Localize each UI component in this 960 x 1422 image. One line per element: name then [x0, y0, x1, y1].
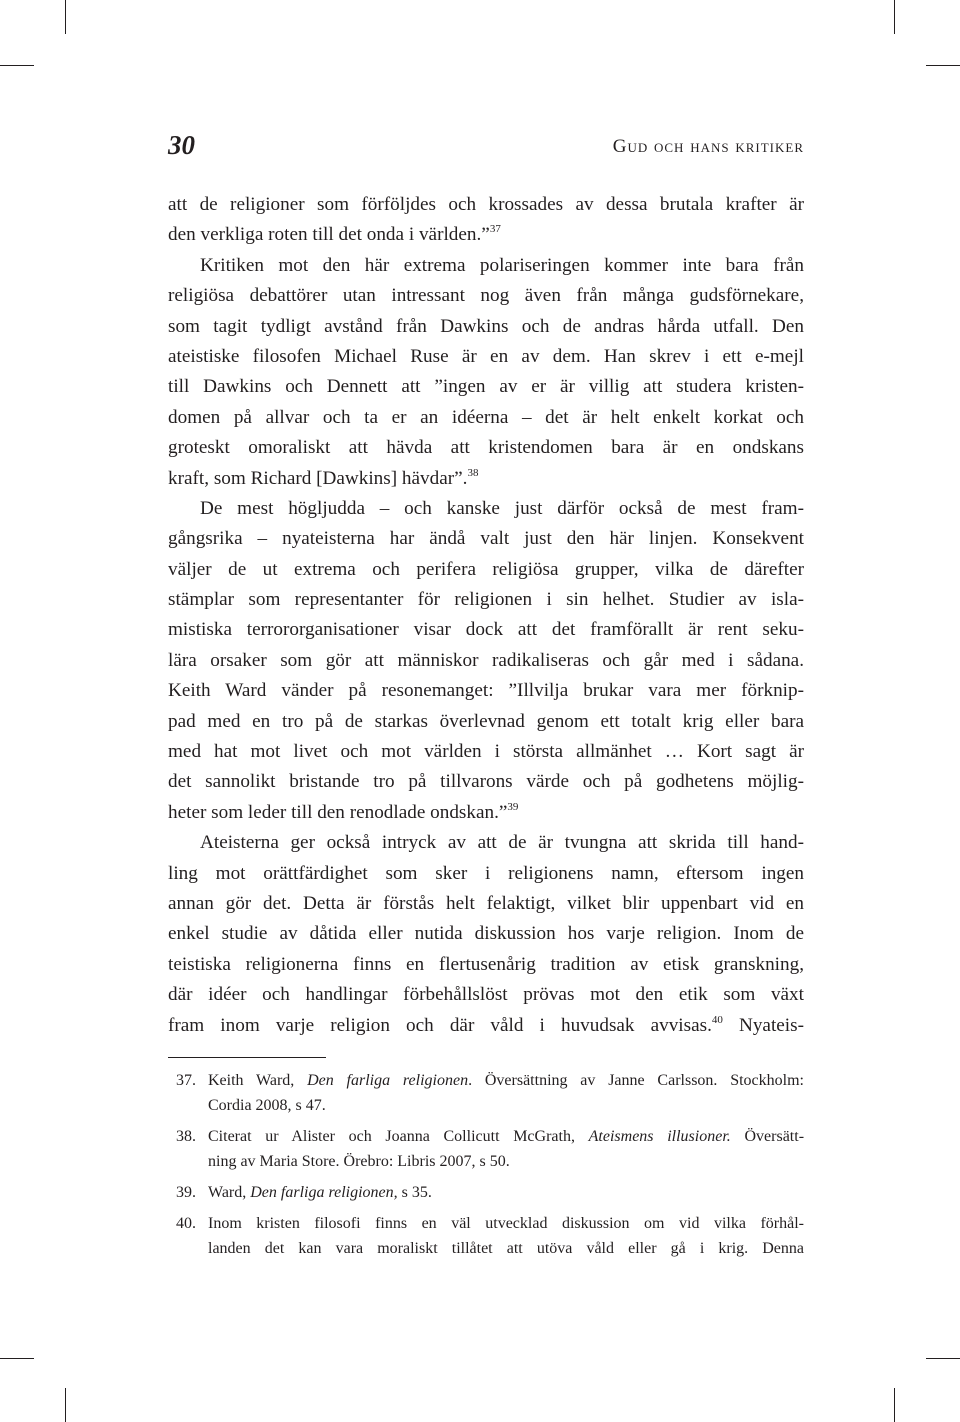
- footnote-line: Inom kristen filosofi finns en väl utvecklad diskussion om vid vilka förhål-: [208, 1215, 804, 1232]
- text-line: religiösa debattörer utan intressant nog även från många gudsförnekare,: [168, 285, 804, 307]
- crop-mark: [926, 65, 960, 66]
- footnote-line: [208, 1124, 804, 1149]
- text-line: Ateisterna ger också intryck av att de är tvungna att skrida till hand-: [200, 832, 804, 854]
- footnotes: [176, 1068, 804, 1267]
- footnote-40: [176, 1211, 804, 1261]
- footnote-text: Översätt-: [730, 1128, 805, 1145]
- text-line: det sannolikt bristande tro på tillvarons värde och på godhetens möjlig-: [168, 771, 804, 793]
- crop-mark: [926, 1358, 960, 1359]
- crop-mark: [894, 1388, 895, 1422]
- text-line: ateistiske filosofen Michael Ruse är en av dem. Han skrev i ett e-mejl: [168, 345, 804, 367]
- running-head-rest: ud och hans kritiker: [627, 136, 804, 157]
- text-line: väljer de ut extrema och perifera religiösa grupper, vilka de därefter: [168, 558, 804, 580]
- text-line: groteskt omoraliskt att hävda att kristendomen bara är en ondskans: [168, 437, 804, 459]
- footnote-title: Den farliga religionen,: [250, 1184, 398, 1201]
- footnote-39: [176, 1180, 804, 1205]
- text-line: mistiska terrororganisationer visar dock att det framförallt är rent seku-: [168, 619, 804, 641]
- crop-mark: [65, 0, 66, 34]
- footnote-number: 38.: [176, 1128, 196, 1145]
- text-line-content: Nyateis-: [722, 1014, 804, 1036]
- footnote-line: landen det kan vara moraliskt tillåtet att utöva våld eller gå i krig. Denna: [208, 1240, 804, 1257]
- text-line: lära orsaker som gör att människor radikaliseras och går med i sådana.: [168, 649, 804, 671]
- footnote-line: [208, 1068, 804, 1093]
- crop-mark: [894, 0, 895, 34]
- text-line: De mest högljudda – och kanske just därför också de mest fram-: [200, 497, 804, 519]
- footnote-ref: 37: [489, 223, 501, 236]
- footnote-text: Keith Ward,: [208, 1072, 308, 1089]
- text-line: pad med en tro på de starkas överlevnad genom ett totalt krig eller bara: [168, 710, 804, 732]
- body-text: [168, 190, 804, 1041]
- footnote-38: [176, 1124, 804, 1174]
- footnote-number: 40.: [176, 1215, 196, 1232]
- footnote-ref: 38: [467, 466, 479, 479]
- text-line: med hat mot livet och mot världen i största allmänhet … Kort sagt är: [168, 741, 804, 763]
- text-line: [168, 220, 804, 250]
- footnote-rule: [168, 1057, 326, 1058]
- footnote-title: Den farliga religionen: [307, 1072, 469, 1089]
- footnote-line: ning av Maria Store. Örebro: Libris 2007, s 50.: [208, 1153, 510, 1170]
- footnote-ref: 39: [507, 800, 519, 813]
- text-line: till Dawkins och Dennett att ”ingen av er är villig att studera kristen-: [168, 376, 804, 398]
- crop-mark: [0, 65, 34, 66]
- page-number: 30: [168, 130, 195, 160]
- text-line: enkel studie av dåtida eller nutida diskussion hos varje religion. Inom de: [168, 923, 804, 945]
- text-line: gångsrika – nyateisterna har ändå valt just den här linjen. Konsekvent: [168, 528, 804, 550]
- text-line: annan gör det. Detta är förstås helt felaktigt, vilket blir uppenbart vid en: [168, 892, 804, 914]
- text-line: Keith Ward vänder på resonemanget: ”Illvilja brukar vara mer förknip-: [168, 680, 804, 702]
- text-line: ling mot orättfärdighet som sker i religionens namn, eftersom ingen: [168, 862, 804, 884]
- footnote-text: s 35.: [397, 1184, 432, 1201]
- text-line-content: kraft, som Richard [Dawkins] hävdar”.: [168, 467, 468, 489]
- page-header: [168, 130, 804, 170]
- text-line: Kritiken mot den här extrema polariseringen kommer inte bara från: [200, 254, 804, 276]
- text-line-content: heter som leder till den renodlade ondskan.”: [168, 801, 508, 823]
- footnote-number: 39.: [176, 1184, 196, 1201]
- text-line: [168, 464, 804, 494]
- footnote-title: Ateismens illusioner.: [588, 1128, 731, 1145]
- text-line: som tagit tydligt avstånd från Dawkins och de andras hårda utfall. Den: [168, 315, 804, 337]
- footnote-37: [176, 1068, 804, 1118]
- text-line: där idéer och handlingar förbehållslöst prövas mot den etik som växt: [168, 984, 804, 1006]
- text-line: [168, 1011, 804, 1041]
- crop-mark: [0, 1358, 34, 1359]
- text-line: att de religioner som förföljdes och krossades av dessa brutala krafter är: [168, 194, 804, 215]
- text-line-content: fram inom varje religion och där våld i huvudsak avvisas.: [168, 1014, 712, 1036]
- text-line: [168, 798, 804, 828]
- footnote-ref: 40: [711, 1013, 723, 1026]
- text-line: domen på allvar och ta er an idéerna – det är helt enkelt korkat och: [168, 406, 804, 428]
- running-head: [613, 136, 804, 158]
- text-line: teistiska religionerna finns en flertusenårig tradition av etisk granskning,: [168, 953, 804, 975]
- footnote-number: 37.: [176, 1072, 196, 1089]
- footnote-line: Cordia 2008, s 47.: [208, 1097, 326, 1114]
- footnote-text: Citerat ur Alister och Joanna Collicutt McGrath,: [208, 1128, 589, 1145]
- footnote-line: [208, 1180, 804, 1205]
- text-line: stämplar som representanter för religionen i sin helhet. Studier av isla-: [168, 589, 804, 611]
- text-line-content: den verkliga roten till det onda i världen.”: [168, 224, 490, 246]
- footnote-text: . Översättning av Janne Carlsson. Stockholm:: [468, 1072, 804, 1089]
- footnote-text: Ward,: [208, 1184, 251, 1201]
- crop-mark: [65, 1388, 66, 1422]
- running-head-initial: G: [612, 136, 628, 157]
